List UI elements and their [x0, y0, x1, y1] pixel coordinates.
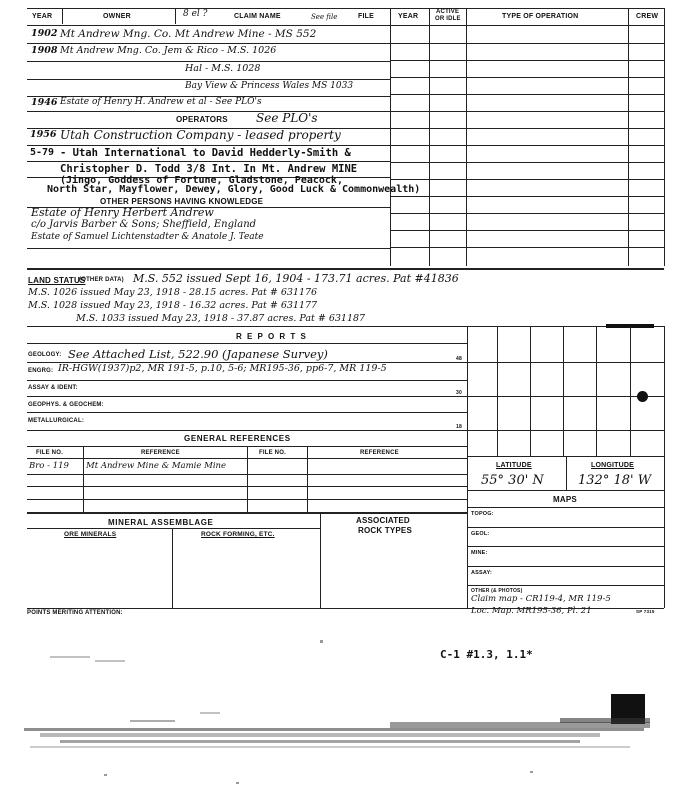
operators-rule	[27, 161, 390, 162]
claim-row-5: Estate of Henry H. Andrew et al - See PLO's	[60, 97, 262, 107]
mineral-bottom-rule	[27, 608, 664, 609]
topog-label: TOPOG:	[471, 511, 494, 517]
geol-label: GEOL:	[471, 531, 490, 537]
col-divider	[429, 8, 430, 266]
or-idle-header: OR IDLE	[435, 16, 461, 22]
knowledge-label: OTHER PERSONS HAVING KNOWLEDGE	[100, 197, 264, 206]
refs-col-reference-2: REFERENCE	[360, 450, 399, 456]
refs-row-1-file: Bro - 119	[29, 461, 69, 471]
grid-rule	[390, 230, 664, 231]
header-rule	[27, 25, 664, 26]
latitude-label: LATITUDE	[496, 462, 532, 469]
file-header: FILE	[358, 13, 374, 20]
grid-rule	[390, 128, 664, 129]
land-status-label: LAND STATUS	[28, 276, 86, 285]
grid-number-30: 30	[456, 390, 462, 396]
associated-label: ASSOCIATED	[356, 516, 410, 525]
claim-row-4: Bay View & Princess Wales MS 1033	[185, 81, 354, 91]
col-divider	[62, 8, 63, 24]
maps-rule	[467, 585, 664, 586]
col-divider	[664, 8, 665, 266]
metallurgical-label: METALLURGICAL:	[28, 418, 85, 424]
longitude-label: LONGITUDE	[591, 462, 635, 469]
operators-note: See PLO's	[256, 111, 318, 125]
grid-rule	[390, 213, 664, 214]
knowledge-line-1: Estate of Henry Herbert Andrew	[31, 206, 214, 219]
refs-row-1-reference: Mt Andrew Mine & Mamie Mine	[86, 461, 227, 471]
other-map-1: Claim map - CR119-4, MR 119-5	[471, 594, 611, 604]
knowledge-line-3: Estate of Samuel Lichtenstadter & Anatole J. Teate	[31, 232, 264, 242]
land-status-line-3: M.S. 1028 issued May 23, 1918 - 16.32 acres. Pat # 631177	[28, 300, 318, 311]
knowledge-rule	[27, 248, 390, 249]
refs-rule	[27, 512, 467, 514]
land-status-line-1: M.S. 552 issued Sept 16, 1904 - 173.71 acres. Pat #41836	[133, 272, 459, 285]
maps-rule	[467, 546, 664, 547]
form-number: SP 7315	[636, 609, 655, 614]
grid-line	[630, 326, 631, 456]
grid-rule	[390, 196, 664, 197]
footer-code: C-1 #1.3, 1.1*	[440, 648, 533, 661]
latlong-divider	[566, 456, 567, 490]
refs-divider	[247, 446, 248, 512]
land-status-sub: (OTHER DATA)	[79, 277, 124, 283]
geology-value: See Attached List, 522.90 (Japanese Survey)	[68, 347, 328, 361]
reports-rule	[27, 396, 467, 397]
col-divider	[628, 8, 629, 266]
claim-row-2-year: 1908	[31, 45, 58, 56]
maps-rule	[467, 507, 664, 508]
grid-rule	[390, 77, 664, 78]
owner-header: OWNER	[103, 13, 131, 20]
col-divider	[175, 8, 176, 24]
engrg-value: IR-HGW(1937)p2, MR 191-5, p.10, 5-6; MR195-36, pp6-7, MR 119-5	[58, 363, 387, 374]
ore-minerals-label: ORE MINERALS	[64, 531, 117, 538]
mineral-divider	[172, 528, 173, 608]
claim-row-3: Hal - M.S. 1028	[185, 63, 261, 74]
col-divider	[466, 8, 467, 266]
longitude-value: 132° 18' W	[578, 473, 652, 488]
refs-divider	[307, 446, 308, 512]
claim-prefix: 8 el ?	[183, 9, 208, 19]
grid-number-18: 18	[456, 424, 462, 430]
section-rule	[27, 268, 664, 270]
latitude-value: 55° 30' N	[481, 473, 544, 488]
refs-rule	[27, 486, 467, 487]
other-map-2: Loc. Map. MR195-36, Pl. 21	[471, 606, 592, 616]
maps-rule	[467, 527, 664, 528]
grid-line	[467, 430, 664, 431]
engrg-label: ENGRG:	[28, 368, 54, 374]
general-references-title: GENERAL REFERENCES	[184, 434, 291, 443]
operator-row-3: Christopher D. Todd 3/8 Int. In Mt. Andrew MINE	[60, 163, 358, 175]
claim-row-1: Mt Andrew Mng. Co. Mt Andrew Mine - MS 552	[60, 28, 317, 40]
grid-rule	[390, 162, 664, 163]
reports-rule	[27, 380, 467, 381]
grid-line	[530, 326, 531, 456]
reports-rule	[27, 430, 467, 431]
year-header: YEAR	[32, 13, 53, 20]
claim-rule	[27, 111, 390, 112]
refs-col-file-2: FILE NO.	[259, 450, 286, 456]
refs-divider	[83, 446, 84, 512]
geophys-label: GEOPHYS. & GEOCHEM:	[28, 402, 104, 408]
grid-line	[596, 326, 597, 456]
land-status-line-2: M.S. 1026 issued May 23, 1918 - 28.15 acres. Pat # 631176	[28, 287, 318, 298]
operator-row-2: - Utah International to David Hedderly-Smith &	[60, 147, 351, 159]
grid-rule	[390, 247, 664, 248]
grid-line	[467, 396, 664, 397]
grid-rule	[390, 94, 664, 95]
refs-rule	[27, 499, 467, 500]
type-of-operation-header: TYPE OF OPERATION	[502, 13, 579, 20]
refs-col-file: FILE NO.	[36, 450, 63, 456]
rock-types-label: ROCK TYPES	[358, 526, 413, 535]
reports-rule	[27, 343, 467, 344]
claim-row-2: Mt Andrew Mng. Co. Jem & Rico - M.S. 1026	[60, 45, 277, 56]
other-photos-label: OTHER (& PHOTOS)	[471, 588, 523, 594]
col-divider	[390, 8, 391, 266]
operator-row-1: Utah Construction Company - leased property	[60, 128, 341, 142]
section-rule	[27, 326, 664, 327]
mineral-rule	[27, 528, 320, 529]
claim-row-1-year: 1902	[31, 28, 58, 39]
grid-line	[497, 326, 498, 456]
grid-border	[664, 326, 665, 608]
operators-label: OPERATORS	[176, 115, 228, 124]
reports-rule	[27, 412, 467, 413]
grid-rule	[390, 179, 664, 180]
refs-rule	[27, 474, 467, 475]
refs-col-reference: REFERENCE	[141, 450, 180, 456]
assay-map-label: ASSAY:	[471, 570, 493, 576]
grid-rule	[390, 145, 664, 146]
operator-row-5: North Star, Mayflower, Dewey, Glory, Good Luck & Commonwealth)	[47, 184, 421, 195]
points-meriting-attention-label: POINTS MERITING ATTENTION:	[27, 610, 123, 616]
maps-label: MAPS	[553, 495, 577, 504]
grid-line	[563, 326, 564, 456]
claim-name-header: CLAIM NAME	[234, 13, 281, 20]
land-status-line-4: M.S. 1033 issued May 23, 1918 - 37.87 acres. Pat # 631187	[76, 313, 366, 324]
claim-rule	[27, 79, 390, 80]
mine-label: MINE:	[471, 550, 488, 556]
claim-row-5-year: 1946	[31, 97, 58, 108]
operators-rule	[27, 145, 390, 146]
grid-line	[467, 362, 664, 363]
claim-rule	[27, 43, 390, 44]
operator-row-2-year: 5-79	[30, 147, 55, 158]
reports-title: R E P O R T S	[236, 332, 308, 341]
grid-rule	[390, 43, 664, 44]
knowledge-line-2: c/o Jarvis Barber & Sons; Sheffield, England	[31, 219, 257, 230]
active-header: ACTIVE	[436, 9, 460, 15]
file-note: See file	[311, 13, 338, 21]
mineral-assemblage-title: MINERAL ASSEMBLAGE	[108, 518, 214, 527]
top-rule	[27, 8, 664, 9]
grid-rule	[390, 111, 664, 112]
assay-label: ASSAY & IDENT:	[28, 385, 78, 391]
claim-rule	[27, 61, 390, 62]
operator-row-1-year: 1956	[30, 129, 57, 140]
maps-rule	[467, 566, 664, 567]
grid-rule	[390, 60, 664, 61]
rock-forming-label: ROCK FORMING, ETC.	[201, 531, 275, 538]
grid-number-48: 48	[456, 356, 462, 362]
latlong-rule	[467, 490, 664, 491]
mineral-divider	[320, 512, 321, 608]
operator-row-4: (Jingo, Goddess of Fortune, Gladstone, Peacock,	[60, 175, 343, 186]
location-dot-icon	[637, 391, 648, 402]
geology-label: GEOLOGY:	[28, 352, 62, 358]
year2-header: YEAR	[398, 13, 419, 20]
crew-header: CREW	[636, 13, 659, 20]
